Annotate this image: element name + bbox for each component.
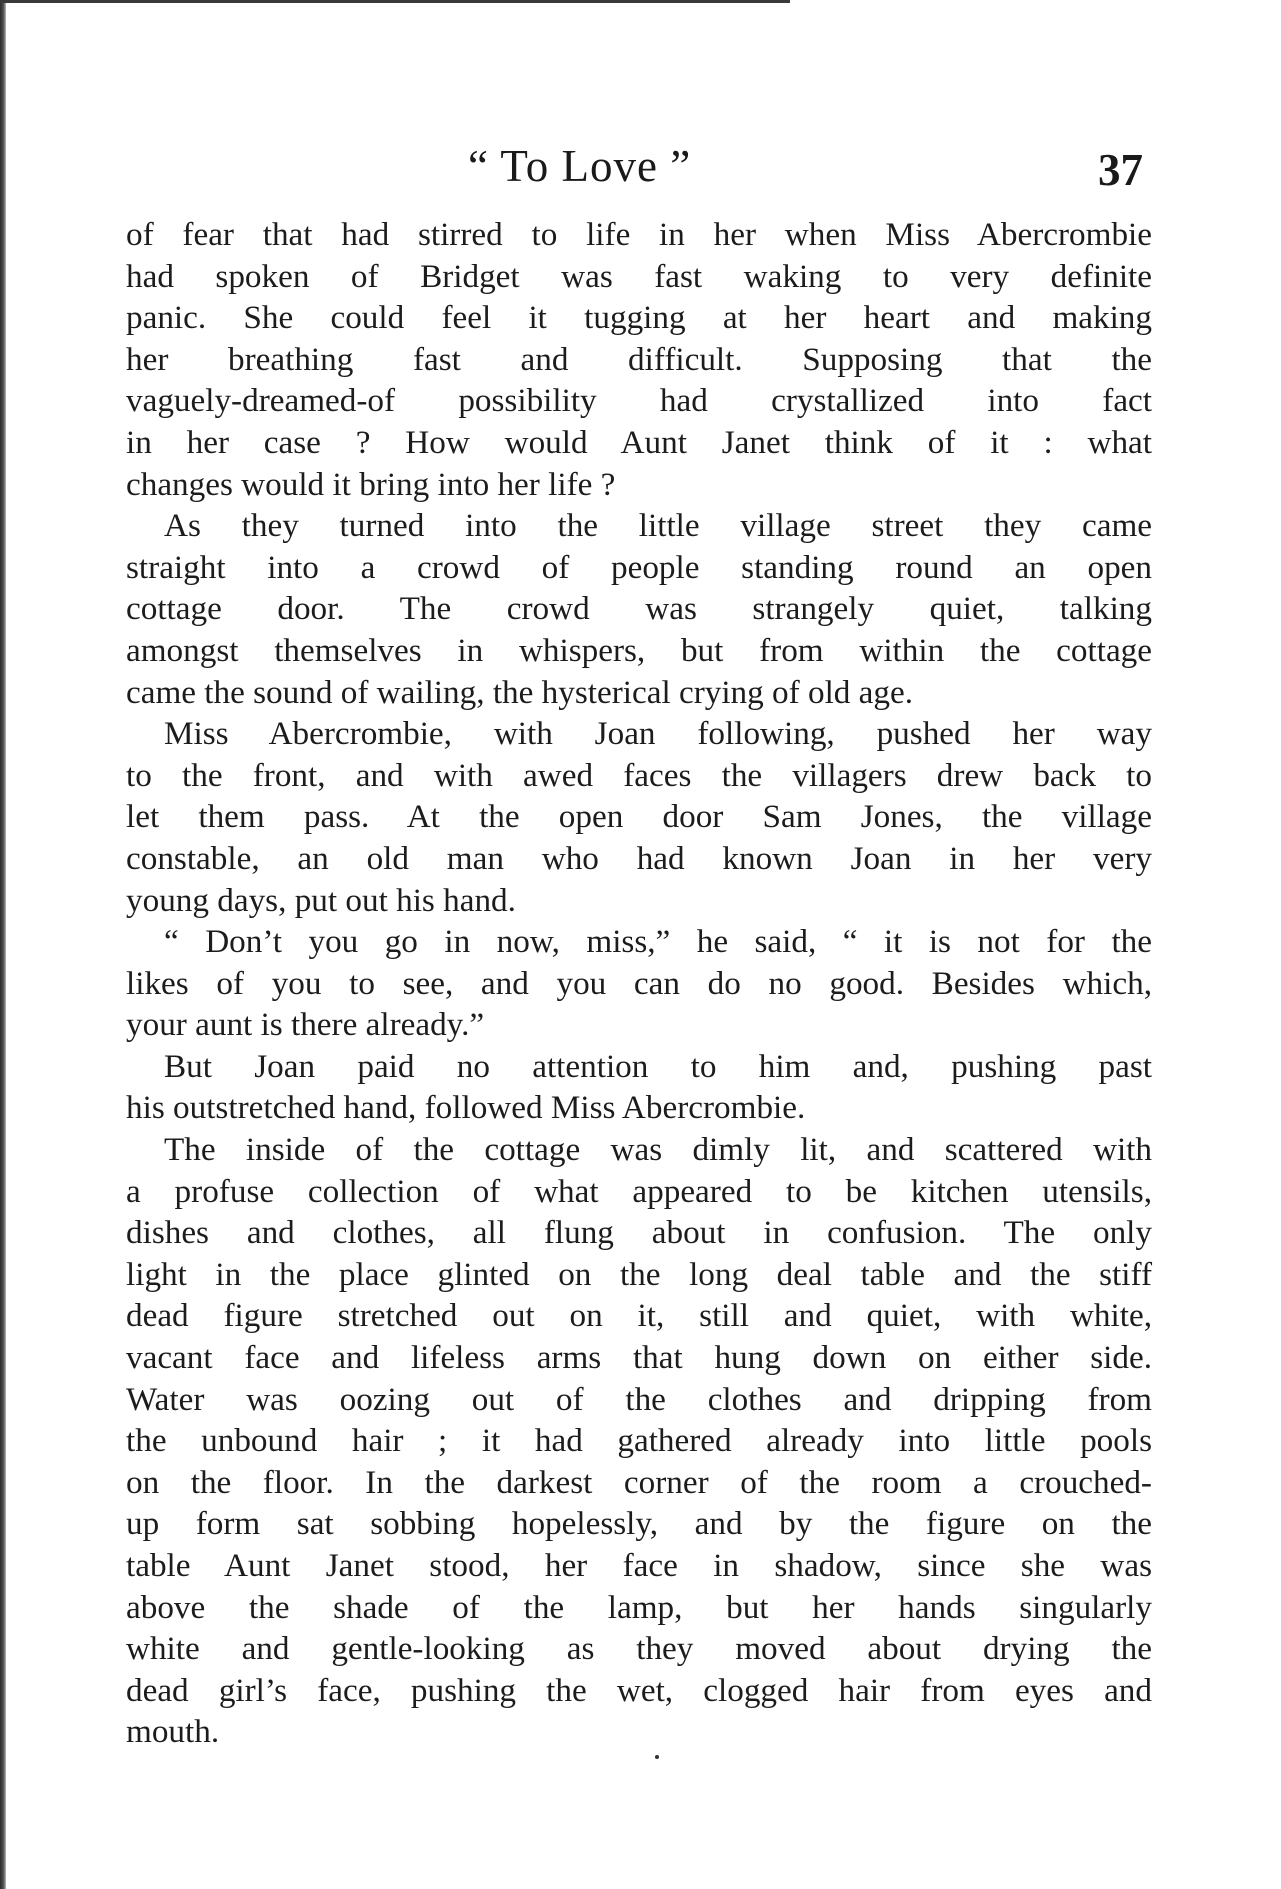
page-number: 37 [1098,145,1143,195]
text-line: dead figure stretched out on it, still and quiet, with white, [126,1297,1152,1335]
text-line: your aunt is there already.” [126,1006,485,1044]
text-line: dead girl’s face, pushing the wet, clogged hair from eyes and [126,1671,1152,1709]
body-text [126,214,1152,1753]
text-line: likes of you to see, and you can do no good. Besides which, [126,964,1152,1002]
text-line: of fear that had stirred to life in her when Miss Abercrombie [126,216,1152,253]
text-line: amongst themselves in whispers, but from within the cottage [126,631,1152,669]
text-line: in her case ? How would Aunt Janet think of it : what [126,423,1152,461]
text-line: vaguely-dreamed-of possibility had crystallized into fact [126,382,1152,420]
scan-top-edge [0,0,790,3]
text-line: had spoken of Bridget was fast waking to very definite [126,257,1152,295]
paragraph [126,713,1152,921]
text-line: a profuse collection of what appeared to be kitchen utensils, [126,1172,1152,1210]
text-line: panic. She could feel it tugging at her heart and making [126,299,1152,337]
paragraph [126,1046,1152,1129]
text-line: cottage door. The crowd was strangely quiet, talking [126,590,1152,628]
text-line: white and gentle-looking as they moved about drying the [126,1630,1152,1668]
text-line: on the floor. In the darkest corner of the room a crouched- [126,1463,1152,1501]
text-line: above the shade of the lamp, but her hands singularly [126,1588,1152,1626]
text-line: mouth. [126,1713,220,1751]
paragraph [126,505,1152,713]
running-head [0,140,1281,200]
text-line: let them pass. At the open door Sam Jones, the village [126,798,1152,836]
text-line: light in the place glinted on the long deal table and the stiff [126,1255,1152,1293]
text-line: constable, an old man who had known Joan in her very [126,839,1152,877]
text-line: the unbound hair ; it had gathered already into little pools [126,1422,1152,1460]
text-line: As they turned into the little village street they came [164,507,1152,545]
text-line: vacant face and lifeless arms that hung down on either side. [126,1339,1152,1377]
print-speck [655,1755,659,1759]
text-line: to the front, and with awed faces the villagers drew back to [126,756,1152,794]
text-line: “ Don’t you go in now, miss,” he said, “ it is not for the [164,923,1152,961]
paragraph [126,214,1152,505]
text-line: Water was oozing out of the clothes and dripping from [126,1380,1152,1418]
paragraph [126,921,1152,1046]
scan-left-edge [0,0,6,1889]
text-line: table Aunt Janet stood, her face in shadow, since she was [126,1547,1152,1584]
text-line: changes would it bring into her life ? [126,465,616,503]
text-line: up form sat sobbing hopelessly, and by the figure on the [126,1505,1152,1543]
text-line: came the sound of wailing, the hysterical crying of old age. [126,673,914,711]
text-line: The inside of the cottage was dimly lit, and scattered with [164,1131,1152,1169]
chapter-running-title: “ To Love ” [468,141,692,191]
text-line: Miss Abercrombie, with Joan following, pushed her way [164,715,1152,753]
text-line: young days, put out his hand. [126,881,516,919]
text-line: his outstretched hand, followed Miss Abercrombie. [126,1089,806,1127]
text-line: straight into a crowd of people standing round an open [126,548,1152,586]
text-line: dishes and clothes, all flung about in confusion. The only [126,1214,1152,1252]
text-line: her breathing fast and difficult. Supposing that the [126,340,1152,378]
paragraph [126,1129,1152,1753]
text-line: But Joan paid no attention to him and, pushing past [164,1047,1152,1085]
